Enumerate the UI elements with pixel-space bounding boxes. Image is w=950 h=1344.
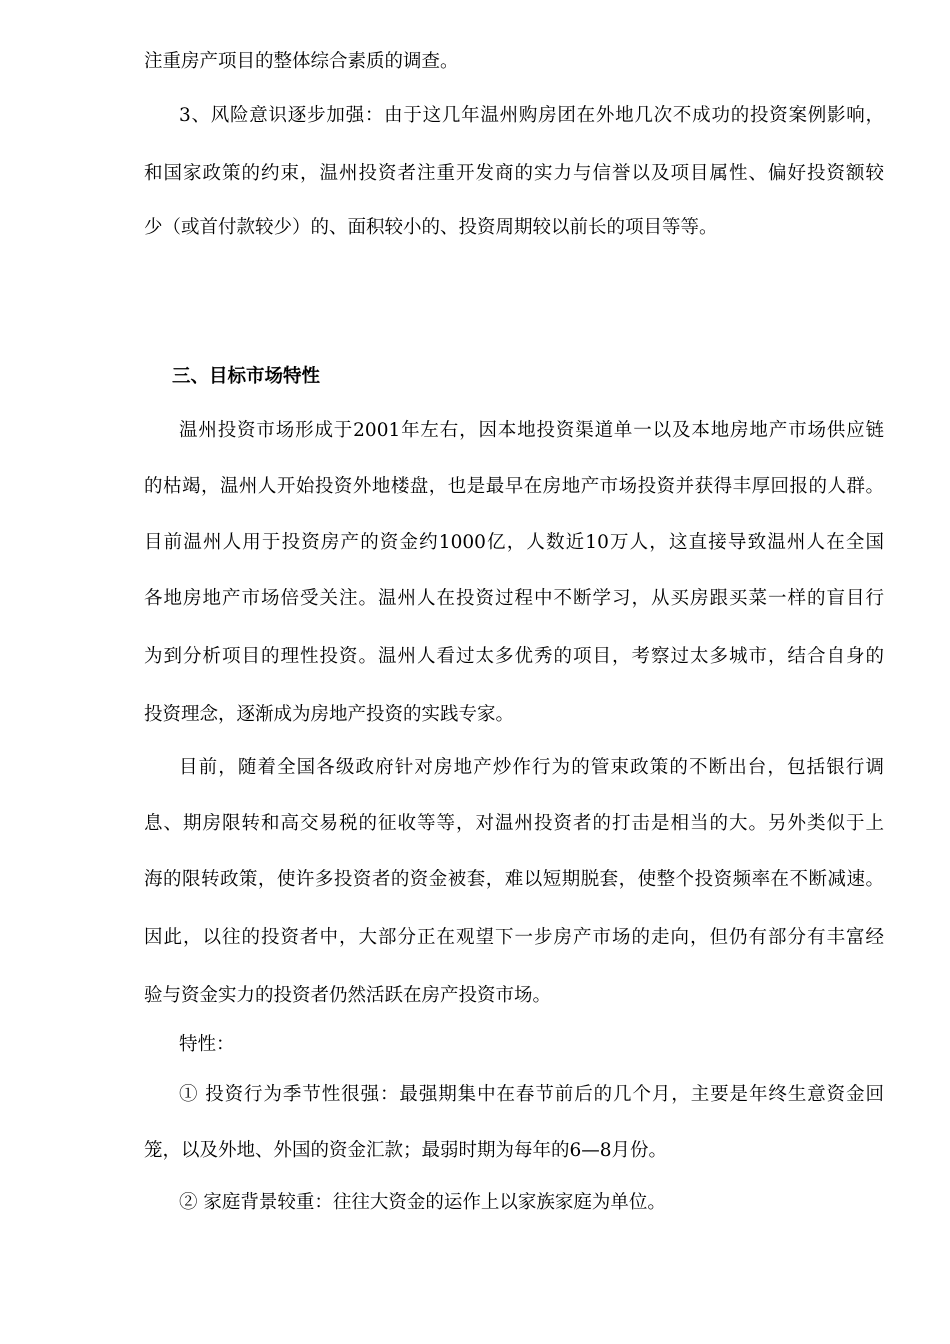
paragraph-line: 为到分析项目的理性投资。温州人看过太多优秀的项目，考察过太多城市，结合自身的 [144, 646, 884, 667]
trait-item: ② 家庭背景较重：往往大资金的运作上以家族家庭为单位。 [179, 1192, 666, 1213]
paragraph-line: 投资理念，逐渐成为房地产投资的实践专家。 [144, 704, 515, 725]
paragraph-line: 目前，随着全国各级政府针对房地产炒作行为的管束政策的不断出台，包括银行调 [179, 757, 884, 778]
traits-label: 特性： [179, 1034, 235, 1055]
paragraph-line: 息、期房限转和高交易税的征收等等，对温州投资者的打击是相当的大。另外类似于上 [144, 813, 884, 834]
section-heading: 三、目标市场特性 [172, 366, 321, 387]
trait-item-continuation: 笼，以及外地、外国的资金汇款；最弱时期为每年的6—8月份。 [144, 1140, 668, 1161]
paragraph-line: 3、风险意识逐步加强：由于这几年温州购房团在外地几次不成功的投资案例影响， [179, 105, 884, 126]
paragraph-line: 各地房地产市场倍受关注。温州人在投资过程中不断学习，从买房跟买菜一样的盲目行 [144, 588, 884, 609]
paragraph-line: 的枯竭，温州人开始投资外地楼盘，也是最早在房地产市场投资并获得丰厚回报的人群。 [144, 476, 884, 497]
paragraph-line: 因此，以往的投资者中，大部分正在观望下一步房产市场的走向，但仍有部分有丰富经 [144, 927, 884, 948]
paragraph-line: 海的限转政策，使许多投资者的资金被套，难以短期脱套，使整个投资频率在不断减速。 [144, 869, 884, 890]
paragraph-line: 注重房产项目的整体综合素质的调查。 [144, 51, 459, 72]
paragraph-line: 少（或首付款较少）的、面积较小的、投资周期较以前长的项目等等。 [144, 217, 718, 238]
trait-item: ① 投资行为季节性很强：最强期集中在春节前后的几个月，主要是年终生意资金回 [179, 1084, 884, 1105]
paragraph-line: 目前温州人用于投资房产的资金约1000亿，人数近10万人，这直接导致温州人在全国 [144, 532, 884, 553]
paragraph-line: 和国家政策的约束，温州投资者注重开发商的实力与信誉以及项目属性、偏好投资额较 [144, 163, 884, 184]
paragraph-line: 验与资金实力的投资者仍然活跃在房产投资市场。 [144, 985, 552, 1006]
paragraph-line: 温州投资市场形成于2001年左右，因本地投资渠道单一以及本地房地产市场供应链 [179, 420, 884, 441]
